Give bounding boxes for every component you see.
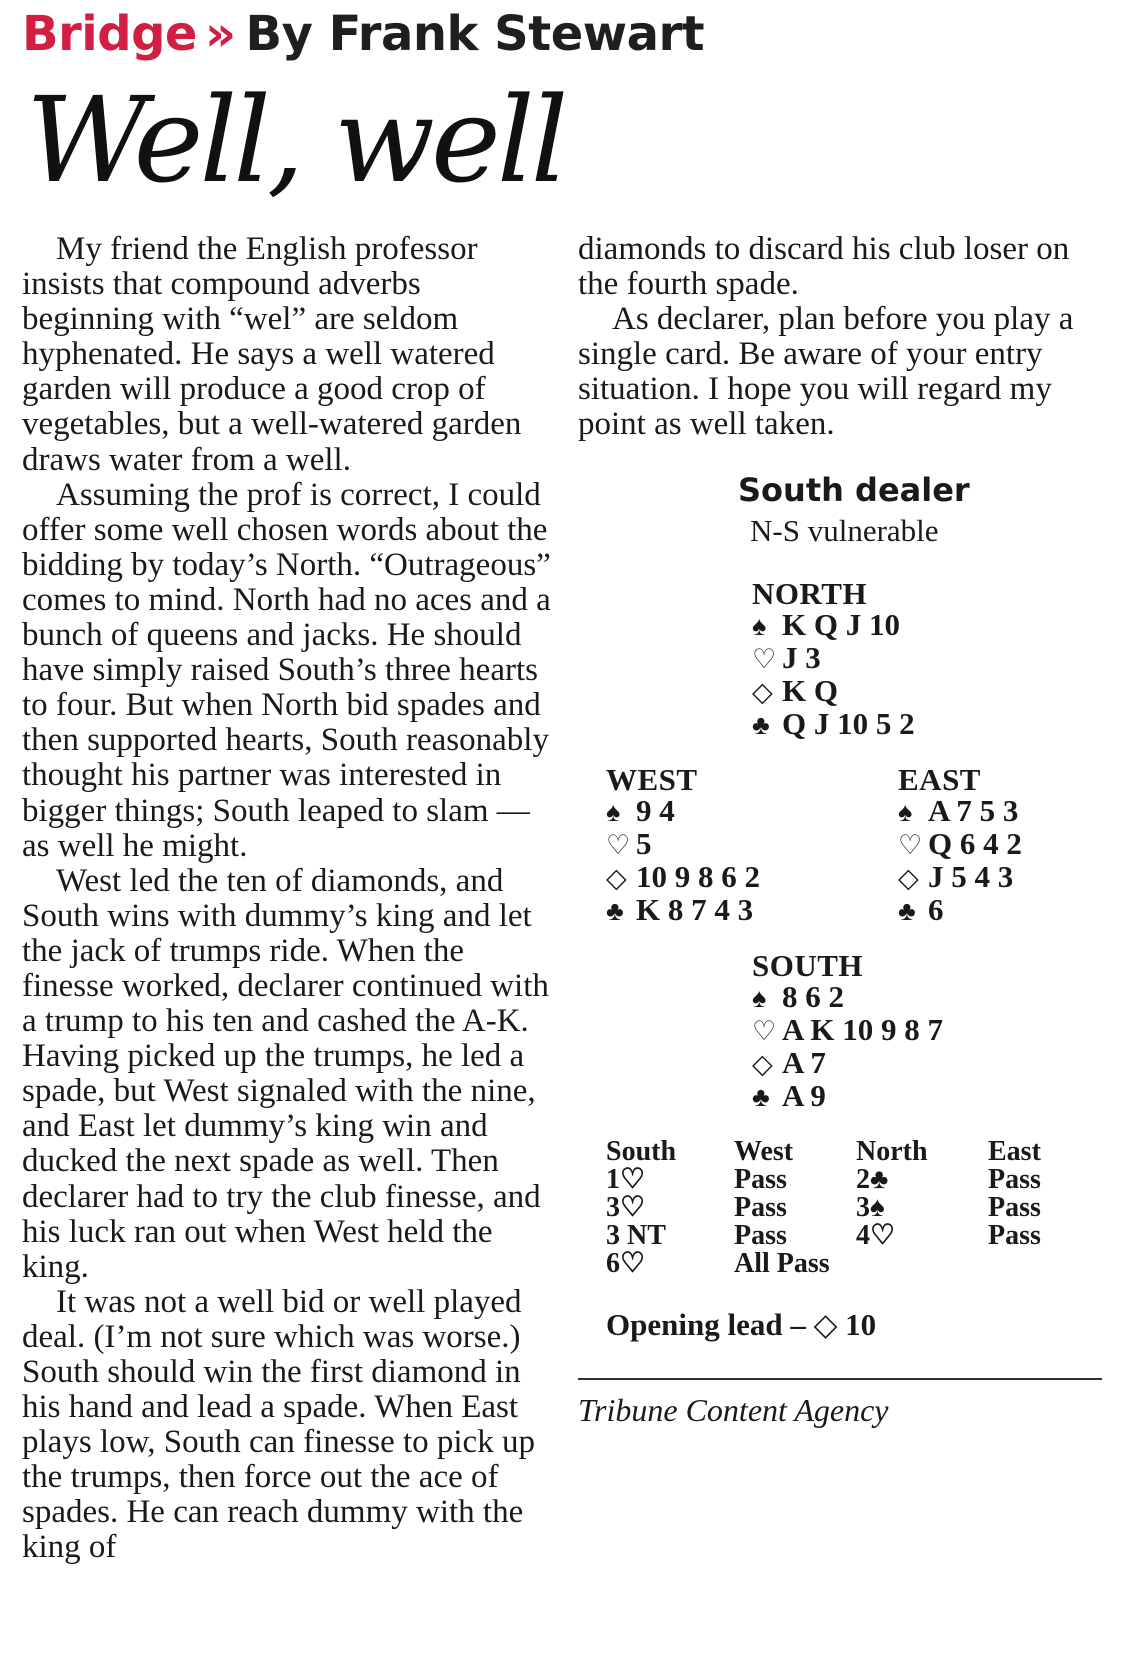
article-paragraph: My friend the English professor insists that compound adverbs beginning with “wel” are seldom hyphenated. He says a well watered garden will produce a good crop of vegetables, but a well-watered garden draws water from a well. <box>22 231 522 478</box>
bid: 2♣ <box>856 1164 889 1195</box>
bidding-column-west <box>734 1138 830 1278</box>
club-holding: K 8 7 4 3 <box>636 892 754 927</box>
article-left-column <box>22 232 554 1566</box>
spade-holding: 9 4 <box>636 793 675 828</box>
heart-holding: Q 6 4 2 <box>928 826 1022 861</box>
bid: Pass <box>988 1220 1041 1251</box>
bid: Pass <box>988 1192 1041 1223</box>
hand-name: WEST <box>606 762 698 797</box>
dealer-label: South dealer <box>738 471 970 509</box>
heart-icon: ♡ <box>898 830 923 860</box>
spade-holding: 8 6 2 <box>782 979 844 1014</box>
diamond-holding: A 7 <box>782 1045 826 1080</box>
diamond-icon: ◇ <box>752 677 773 707</box>
bid: West <box>734 1136 794 1167</box>
heart-icon: ♡ <box>606 830 631 860</box>
club-icon: ♣ <box>752 1082 770 1112</box>
bid: South <box>606 1136 677 1167</box>
article-paragraph-continued: diamonds to discard his club loser on the fourth spade. <box>578 231 1070 303</box>
spade-holding: K Q J 10 <box>782 607 900 642</box>
article-paragraph: As declarer, plan before you play a single card. Be aware of your entry situation. I hope you will regard my point as well taken. <box>578 301 1074 443</box>
heart-holding: A K 10 9 8 7 <box>782 1012 944 1047</box>
diamond-holding: 10 9 8 6 2 <box>636 859 760 894</box>
opening-lead <box>606 1305 876 1345</box>
bid: All Pass <box>734 1248 830 1279</box>
bid: Pass <box>988 1164 1041 1195</box>
bid: Pass <box>734 1220 787 1251</box>
club-holding: Q J 10 5 2 <box>782 706 915 741</box>
bidding-column-south <box>606 1138 676 1278</box>
heart-icon: ♡ <box>752 1016 777 1046</box>
hand-name: EAST <box>898 762 981 797</box>
byline: By Frank Stewart <box>245 6 705 62</box>
header-separator: » <box>204 6 236 62</box>
bid: 3♡ <box>606 1192 646 1223</box>
article-right-column <box>578 232 1106 443</box>
diamond-icon: ◇ <box>606 863 627 893</box>
credit-line: Tribune Content Agency <box>578 1392 889 1428</box>
spade-icon: ♠ <box>752 611 767 641</box>
spade-holding: A 7 5 3 <box>928 793 1019 828</box>
bid: Pass <box>734 1192 787 1223</box>
club-icon: ♣ <box>752 710 770 740</box>
bid: 4♡ <box>856 1220 896 1251</box>
bidding-column-north <box>856 1138 928 1250</box>
column-header <box>22 4 1102 64</box>
hand-name: SOUTH <box>752 948 864 983</box>
hand-west <box>606 764 760 927</box>
opening-lead-card: 10 <box>845 1307 877 1342</box>
opening-lead-label: Opening lead – <box>606 1307 806 1342</box>
hand-south <box>752 950 943 1113</box>
bid: 3 NT <box>606 1220 666 1251</box>
club-holding: A 9 <box>782 1078 826 1113</box>
diamond-icon: ◇ <box>898 863 919 893</box>
article-paragraph: Assuming the prof is correct, I could offer some well chosen words about the bidding by today’s North. “Outrageous” comes to mind. North had no aces and a bunch of queens and jacks. He should have simply raised South’s three hearts to four. But when North bid spades and then supported hearts, South reasonably thought his partner was interested in bigger things; South leaped to slam — as well he might. <box>22 476 551 864</box>
bid: North <box>856 1136 928 1167</box>
diamond-icon: ◇ <box>752 1049 773 1079</box>
vulnerability-label: N-S vulnerable <box>750 513 939 548</box>
divider <box>578 1378 1102 1380</box>
spade-icon: ♠ <box>606 797 621 827</box>
headline: Well, well <box>26 71 565 209</box>
bid: 3♠ <box>856 1192 885 1223</box>
club-icon: ♣ <box>898 896 916 926</box>
bidding-column-east <box>988 1138 1041 1250</box>
club-icon: ♣ <box>606 896 624 926</box>
article-paragraph: It was not a well bid or well played deal. (I’m not sure which was worse.) South should win the first diamond in his hand and lead a spade. When East plays low, South can finesse to pick up the trumps, then force out the ace of spades. He can reach dummy with the king of <box>22 1283 535 1566</box>
heart-holding: J 3 <box>782 640 821 675</box>
diamond-icon: ◇ <box>813 1307 838 1342</box>
section-label: Bridge <box>22 6 197 62</box>
bid: 1♡ <box>606 1164 646 1195</box>
hand-name: NORTH <box>752 576 868 611</box>
heart-holding: 5 <box>636 826 652 861</box>
diamond-holding: K Q <box>782 673 838 708</box>
bid: Pass <box>734 1164 787 1195</box>
spade-icon: ♠ <box>752 983 767 1013</box>
hand-east <box>898 764 1022 927</box>
hand-north <box>752 578 915 741</box>
diamond-holding: J 5 4 3 <box>928 859 1014 894</box>
article-paragraph: West led the ten of diamonds, and South wins with dummy’s king and let the jack of trumps ride. When the finesse worked, declarer continued with a trump to his ten and cashed the A-K. Having picked up the trumps, he led a spade, but West signaled with the nine, and East let dummy’s king win and ducked the next spade as well. Then declarer had to try the club finesse, and his luck ran out when West held the king. <box>22 862 549 1285</box>
heart-icon: ♡ <box>752 644 777 674</box>
bid: East <box>988 1136 1041 1167</box>
bid: 6♡ <box>606 1248 646 1279</box>
club-holding: 6 <box>928 892 944 927</box>
spade-icon: ♠ <box>898 797 913 827</box>
